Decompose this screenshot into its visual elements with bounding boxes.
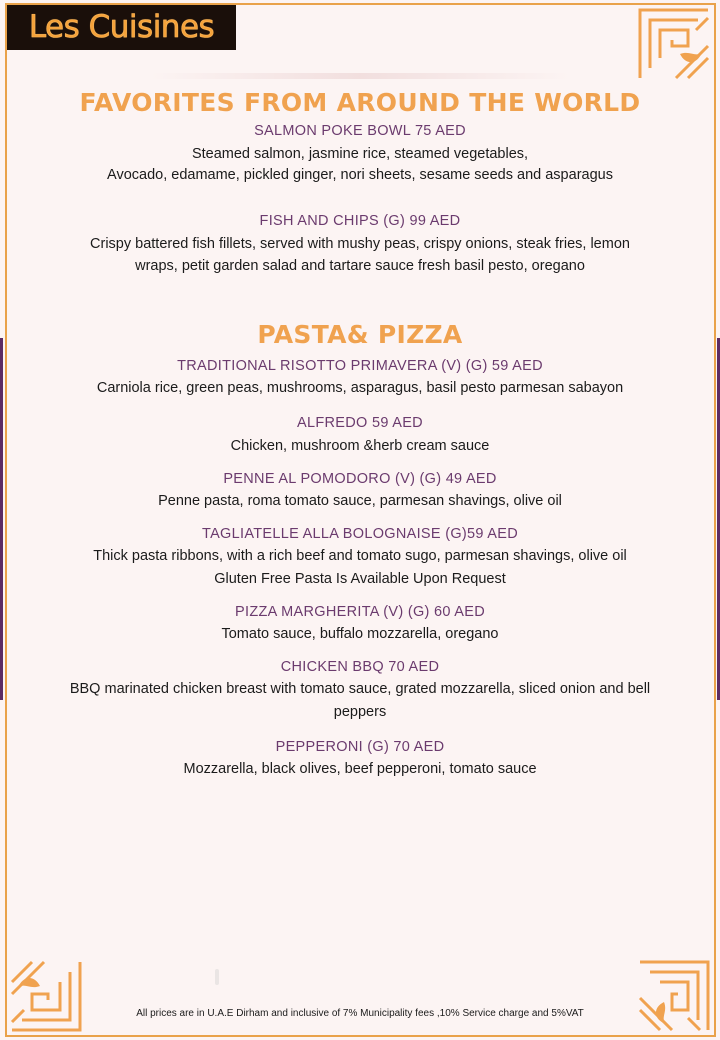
- corner-ornament-icon: [636, 6, 712, 82]
- item-name: TAGLIATELLE ALLA BOLOGNAISE (G)59 AED: [202, 526, 518, 542]
- faint-divider: [150, 73, 570, 79]
- item-name: FISH AND CHIPS (G) 99 AED: [259, 213, 461, 229]
- item-desc-line: wraps, petit garden salad and tartare sauce fresh basil pesto, oregano: [135, 258, 585, 274]
- section-title-favorites: FAVORITES FROM AROUND THE WORLD: [79, 88, 641, 117]
- item-desc-line: Crispy battered fish fillets, served with mushy peas, crispy onions, steak fries, lemon: [90, 236, 630, 252]
- item-desc-line: Chicken, mushroom &herb cream sauce: [230, 438, 490, 454]
- item-desc-line: Avocado, edamame, pickled ginger, nori sheets, sesame seeds and asparagus: [107, 167, 613, 183]
- corner-ornament-icon: [8, 958, 84, 1034]
- item-name: PENNE AL POMODORO (V) (G) 49 AED: [223, 471, 497, 487]
- item-desc-line: Tomato sauce, buffalo mozzarella, oregano: [221, 626, 499, 642]
- item-desc-line: Mozzarella, black olives, beef pepperoni, tomato sauce: [183, 761, 537, 777]
- item-name: TRADITIONAL RISOTTO PRIMAVERA (V) (G) 59 AED: [177, 358, 543, 374]
- item-desc-line: Steamed salmon, jasmine rice, steamed vegetables,: [191, 146, 529, 162]
- item-desc-line: BBQ marinated chicken breast with tomato sauce, grated mozzarella, sliced onion and bell: [69, 681, 651, 697]
- item-desc-line: Gluten Free Pasta Is Available Upon Request: [214, 571, 506, 587]
- item-desc-line: Carniola rice, green peas, mushrooms, asparagus, basil pesto parmesan sabayon: [96, 380, 624, 396]
- section-title-pasta-pizza: PASTA& PIZZA: [257, 320, 463, 349]
- item-name: SALMON POKE BOWL 75 AED: [254, 123, 466, 139]
- corner-ornament-icon: [636, 958, 712, 1034]
- logo-text: Les Cuisines: [28, 8, 215, 45]
- item-name: PEPPERONI (G) 70 AED: [275, 739, 445, 755]
- item-name: CHICKEN BBQ 70 AED: [280, 659, 440, 675]
- item-name: ALFREDO 59 AED: [297, 415, 423, 431]
- item-desc-line: Thick pasta ribbons, with a rich beef and tomato sugo, parmesan shavings, olive oil: [93, 548, 627, 564]
- left-accent-bar: [0, 338, 3, 700]
- item-desc-line: peppers: [333, 704, 387, 720]
- item-desc-line: Penne pasta, roma tomato sauce, parmesan shavings, olive oil: [158, 493, 562, 509]
- price-disclaimer: All prices are in U.A.E Dirham and inclusive of 7% Municipality fees ,10% Service charge and 5%VAT: [136, 1008, 584, 1019]
- decorative-mark: [215, 969, 219, 985]
- item-name: PIZZA MARGHERITA (V) (G) 60 AED: [235, 604, 485, 620]
- brand-logo: [7, 5, 236, 50]
